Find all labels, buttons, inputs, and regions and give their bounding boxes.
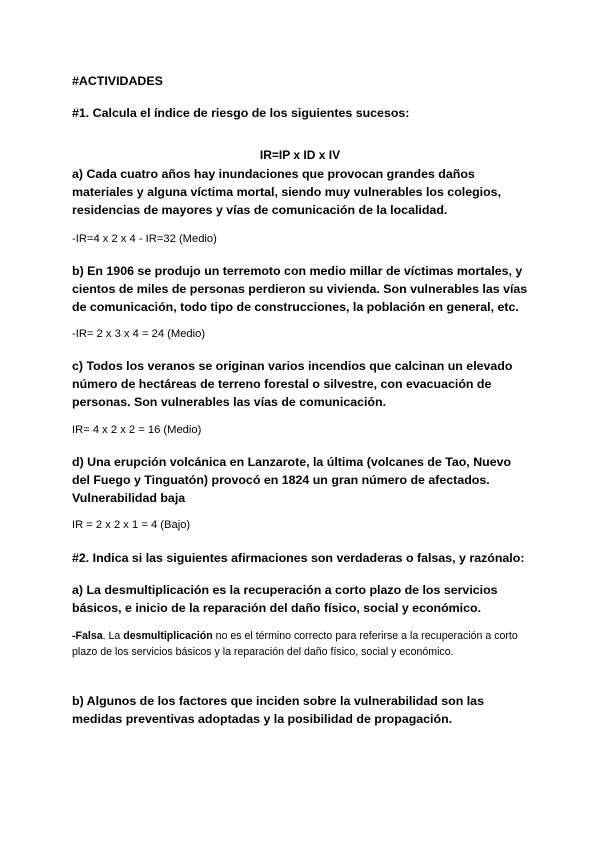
answer-2a: [72, 628, 532, 660]
answer-2a-verdict: -Falsa: [72, 630, 103, 642]
question-1c: c) Todos los veranos se originan varios incendios que calcinan un elevado número de hectáreas de terreno forestal o silvestre, con evacuación de personas. Son vulnerables las vías de comunicación.: [72, 359, 513, 409]
question-1a: a) Cada cuatro años hay inundaciones que provocan grandes daños materiales y alguna víctima mortal, siendo muy vulnerables los colegios, residencias de mayores y vías de comunicación de la localidad.: [72, 167, 502, 217]
answer-2a-text-2: no es el término correcto para referirse a la recuperación a corto plazo de los servicios básicos y la reparación del daño físico, social y económico.: [72, 630, 518, 658]
section-heading: #ACTIVIDADES: [72, 74, 163, 88]
answer-2a-text-1: . La: [102, 630, 124, 642]
answer-1b: -IR= 2 x 3 x 4 = 24 (Medio): [72, 328, 206, 340]
activity-2-title: #2. Indica si las siguientes afirmaciones son verdaderas o falsas, y razónalo:: [72, 551, 525, 565]
answer-1d: IR = 2 x 2 x 1 = 4 (Bajo): [72, 519, 191, 531]
answer-2a-term: desmultiplicación: [123, 630, 213, 642]
question-1d: d) Una erupción volcánica en Lanzarote, la última (volcanes de Tao, Nuevo del Fuego y Tinguatón) provocó en 1824 un gran número de afectados. Vulnerabilidad baja: [72, 455, 512, 505]
risk-formula: IR=IP x ID x IV: [259, 148, 341, 162]
question-2a: a) La desmultiplicación es la recuperación a corto plazo de los servicios básicos, e inicio de la reparación del daño físico, social y económico.: [72, 583, 498, 615]
question-2b: b) Algunos de los factores que inciden sobre la vulnerabilidad son las medidas preventivas adoptadas y la posibilidad de propagación.: [72, 694, 484, 726]
activity-1-title: #1. Calcula el índice de riesgo de los siguientes sucesos:: [72, 106, 410, 120]
question-1b: b) En 1906 se produjo un terremoto con medio millar de víctimas mortales, y cientos de miles de personas perdieron su vivienda. Son vulnerables las vías de comunicación, todo tipo de construcciones, la población en general, etc.: [72, 264, 528, 314]
answer-1a: -IR=4 x 2 x 4 - IR=32 (Medio): [72, 233, 217, 245]
answer-1c: IR= 4 x 2 x 2 = 16 (Medio): [72, 424, 202, 436]
